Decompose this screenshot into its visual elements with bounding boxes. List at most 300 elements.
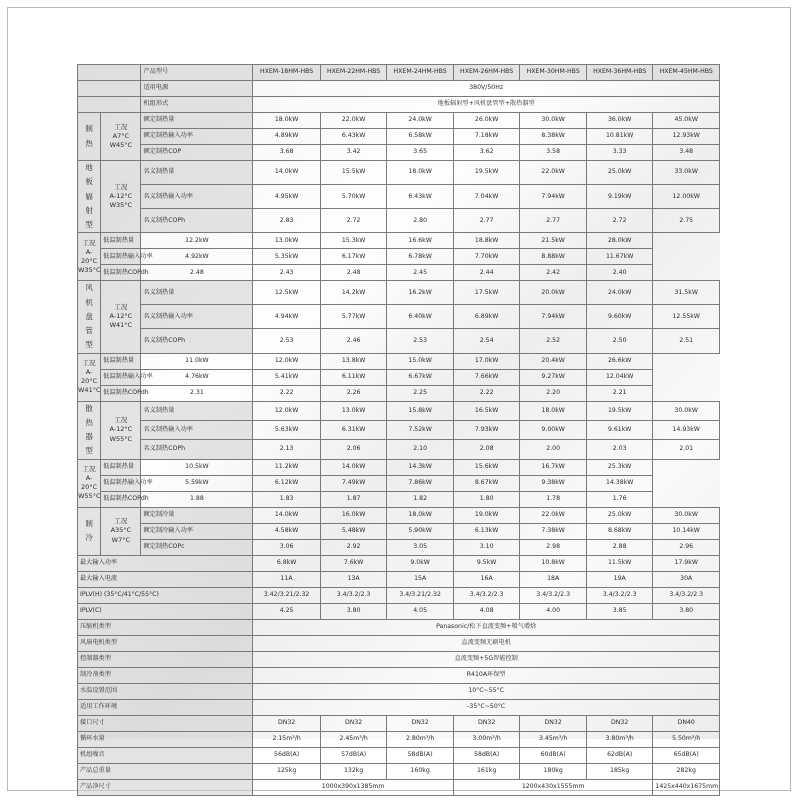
value-cell: 3.68	[253, 145, 321, 161]
value-cell: 56dB(A)	[253, 747, 321, 763]
value-cell: 25.0kW	[586, 161, 653, 185]
value-cell: 3.4/3.2/2.3	[586, 587, 653, 603]
value-cell: 10.81kW	[586, 129, 653, 145]
row-label: 名义制热COPh	[141, 209, 253, 233]
condition-label: 工况 A-12°C W35°C	[101, 161, 141, 233]
value-cell: 2.46	[320, 329, 387, 353]
value-cell: 10.8kW	[520, 555, 587, 571]
value-cell: 5.48kW	[320, 523, 387, 539]
value-cell: 13.8kW	[320, 353, 387, 369]
table-row	[78, 587, 720, 603]
spec-table	[77, 64, 720, 796]
value-cell: 2.50	[586, 329, 653, 353]
value-cell: 6.67kW	[387, 369, 454, 385]
value-cell: 2.10	[387, 440, 454, 459]
value-cell: 6.17kW	[320, 249, 387, 265]
merged-value: R410A环保型	[253, 667, 720, 683]
value-cell: 12.5kW	[253, 281, 321, 305]
value-cell: 10.5kW	[141, 459, 253, 475]
value-cell: 19A	[586, 571, 653, 587]
value-cell: 6.43kW	[320, 129, 387, 145]
value-cell: 4.92kW	[141, 249, 253, 265]
value-cell: 15.8kW	[387, 401, 454, 420]
table-row	[78, 555, 720, 571]
row-label: 额定制热COPc	[141, 539, 253, 555]
value-cell: 22.0kW	[320, 113, 387, 129]
table-row	[78, 651, 720, 667]
value-cell: 3.80	[320, 603, 387, 619]
value-cell: 3.80	[653, 603, 720, 619]
value-cell: 6.11kW	[320, 369, 387, 385]
table-row	[78, 507, 720, 523]
section-tail	[78, 715, 720, 779]
row-label: 循环水量	[78, 731, 253, 747]
value-cell: 14.93kW	[653, 420, 720, 439]
header-row-power	[78, 81, 720, 97]
merged-value: 直流变频无刷电机	[253, 635, 720, 651]
table-row	[78, 329, 720, 353]
section-spans	[78, 619, 720, 715]
value-cell: 16.7kW	[520, 459, 587, 475]
header-blank	[78, 81, 141, 97]
value-cell: 282kg	[653, 763, 720, 779]
value-cell: 14.38kW	[586, 475, 653, 491]
value-cell: 14.2kW	[320, 281, 387, 305]
value-cell: 18.8kW	[453, 233, 520, 249]
value-cell: 58dB(A)	[387, 747, 454, 763]
row-label: 名义制热输入功率	[141, 185, 253, 209]
row-label: 控制器类型	[78, 651, 253, 667]
value-cell: 2.54	[453, 329, 520, 353]
value-cell: 2.08	[453, 440, 520, 459]
row-label: 机组噪音	[78, 747, 253, 763]
value-cell: 2.40	[586, 265, 653, 281]
value-cell: 16.2kW	[387, 281, 454, 305]
value-cell: 12.0kW	[253, 401, 321, 420]
value-cell: 4.00	[520, 603, 587, 619]
value-cell: 1.82	[387, 491, 454, 507]
value-cell: 5.70kW	[320, 185, 387, 209]
section-fancoil-b	[78, 353, 720, 401]
form-value: 地板辐射型+风机盘管型+散热器型	[253, 97, 720, 113]
value-cell: 14.0kW	[320, 459, 387, 475]
dims-value: 1200x430x1555mm	[453, 779, 653, 795]
value-cell: 22.0kW	[520, 507, 587, 523]
row-label: 低温制热COPdh	[101, 265, 141, 281]
value-cell: 25.3kW	[586, 459, 653, 475]
row-label: 产品总重量	[78, 763, 253, 779]
merged-value: -35°C~50°C	[253, 699, 720, 715]
value-cell: 5.41kW	[253, 369, 321, 385]
value-cell: 2.72	[586, 209, 653, 233]
value-cell: 2.98	[520, 539, 587, 555]
row-label: 低温制热量	[101, 353, 141, 369]
table-row	[78, 385, 720, 401]
value-cell: 2.20	[520, 385, 587, 401]
table-row	[78, 209, 720, 233]
table-row	[78, 440, 720, 459]
value-cell: 12.0kW	[253, 353, 321, 369]
value-cell: DN32	[320, 715, 387, 731]
value-cell: 36.0kW	[586, 113, 653, 129]
value-cell: 7.6kW	[320, 555, 387, 571]
row-label: 名义制热量	[141, 281, 253, 305]
value-cell: 12.00kW	[653, 185, 720, 209]
table-row	[78, 281, 720, 305]
value-cell: 14.0kW	[253, 507, 321, 523]
value-cell: 3.62	[453, 145, 520, 161]
value-cell: 2.03	[586, 440, 653, 459]
value-cell: 9.5kW	[453, 555, 520, 571]
value-cell: 5.50m³/h	[653, 731, 720, 747]
table-row	[78, 683, 720, 699]
value-cell: 3.10	[453, 539, 520, 555]
table-row	[78, 353, 720, 369]
value-cell: 2.77	[520, 209, 587, 233]
value-cell: 2.77	[453, 209, 520, 233]
value-cell: 62dB(A)	[586, 747, 653, 763]
value-cell: 2.75	[653, 209, 720, 233]
value-cell: 9.19kW	[586, 185, 653, 209]
value-cell: 15.5kW	[320, 161, 387, 185]
header-row-models	[78, 65, 720, 81]
section-heating	[78, 113, 720, 161]
value-cell: 180kg	[520, 763, 587, 779]
value-cell: 30.0kW	[520, 113, 587, 129]
value-cell: 2.45m³/h	[320, 731, 387, 747]
section-radiator-b	[78, 459, 720, 507]
table-row	[78, 420, 720, 439]
row-label: 压缩机类型	[78, 619, 253, 635]
value-cell: 57dB(A)	[320, 747, 387, 763]
section-floor-a	[78, 161, 720, 233]
table-row	[78, 161, 720, 185]
dims-row	[78, 779, 720, 795]
table-row	[78, 401, 720, 420]
value-cell: 132kg	[320, 763, 387, 779]
value-cell: 2.48	[141, 265, 253, 281]
value-cell: 3.48	[653, 145, 720, 161]
value-cell: DN32	[387, 715, 454, 731]
value-cell: 2.80	[387, 209, 454, 233]
power-label: 适用电源	[141, 81, 253, 97]
table-row	[78, 129, 720, 145]
row-label: 额定制热输入功率	[141, 129, 253, 145]
value-cell: 2.15m³/h	[253, 731, 321, 747]
merged-value: 10°C~55°C	[253, 683, 720, 699]
value-cell: 6.31kW	[320, 420, 387, 439]
row-label: 名义制热COPh	[141, 440, 253, 459]
value-cell: 2.42	[520, 265, 587, 281]
value-cell: 4.25	[253, 603, 321, 619]
condition-label: 工况 A-12°C W55°C	[101, 401, 141, 459]
value-cell: 8.68kW	[586, 523, 653, 539]
value-cell: 2.22	[453, 385, 520, 401]
value-cell: 15A	[387, 571, 454, 587]
value-cell: 60dB(A)	[520, 747, 587, 763]
dims-label: 产品净尺寸	[78, 779, 253, 795]
header-row-form	[78, 97, 720, 113]
value-cell: 11A	[253, 571, 321, 587]
table-row	[78, 145, 720, 161]
model-name: HXEM-36HM-HBS	[586, 65, 653, 81]
value-cell: 3.06	[253, 539, 321, 555]
value-cell: 1.87	[320, 491, 387, 507]
table-row	[78, 305, 720, 329]
value-cell: 12.04kW	[586, 369, 653, 385]
value-cell: 14.3kW	[387, 459, 454, 475]
row-label: 额定制冷量	[141, 507, 253, 523]
value-cell: 8.88kW	[520, 249, 587, 265]
value-cell: 11.0kW	[141, 353, 253, 369]
value-cell: 2.21	[586, 385, 653, 401]
value-cell: 2.22	[253, 385, 321, 401]
value-cell: 12.2kW	[141, 233, 253, 249]
row-label: 接口尺寸	[78, 715, 253, 731]
value-cell: 19.5kW	[453, 161, 520, 185]
value-cell: 26.6kW	[586, 353, 653, 369]
value-cell: 2.00	[520, 440, 587, 459]
value-cell: 7.94kW	[520, 305, 587, 329]
row-label: 低温制热COPdh	[101, 385, 141, 401]
value-cell: 7.70kW	[453, 249, 520, 265]
table-row	[78, 635, 720, 651]
value-cell: 14.0kW	[253, 161, 321, 185]
value-cell: 2.01	[653, 440, 720, 459]
row-label: 额定制热COP	[141, 145, 253, 161]
value-cell: 13.0kW	[253, 233, 321, 249]
value-cell: 9.00kW	[520, 420, 587, 439]
value-cell: 7.66kW	[453, 369, 520, 385]
row-label: 低温制热COPdh	[101, 491, 141, 507]
table-row	[78, 491, 720, 507]
row-label: 额定制热量	[141, 113, 253, 129]
value-cell: 2.31	[141, 385, 253, 401]
dims-value: 1000x390x1385mm	[253, 779, 454, 795]
value-cell: DN40	[653, 715, 720, 731]
value-cell: 17.9kW	[653, 555, 720, 571]
value-cell: 9.0kW	[387, 555, 454, 571]
value-cell: 2.88	[586, 539, 653, 555]
value-cell: 1.88	[141, 491, 253, 507]
value-cell: 22.0kW	[520, 161, 587, 185]
value-cell: 7.04kW	[453, 185, 520, 209]
value-cell: 3.65	[387, 145, 454, 161]
merged-value: Panasonic/松下直流变频+喷气增焓	[253, 619, 720, 635]
value-cell: 7.86kW	[387, 475, 454, 491]
table-row	[78, 459, 720, 475]
merged-value: 直流变频+5G智能控制	[253, 651, 720, 667]
value-cell: 17.5kW	[453, 281, 520, 305]
value-cell: 9.27kW	[520, 369, 587, 385]
value-cell: 5.90kW	[387, 523, 454, 539]
value-cell: 15.0kW	[387, 353, 454, 369]
header-blank	[78, 97, 141, 113]
table-row	[78, 667, 720, 683]
form-label: 机组形式	[141, 97, 253, 113]
value-cell: 2.13	[253, 440, 321, 459]
row-label: IPLV(C)	[78, 603, 253, 619]
value-cell: 3.45m³/h	[520, 731, 587, 747]
condition-label: 工况 A-20°C W55°C	[78, 459, 101, 507]
table-row	[78, 603, 720, 619]
power-value: 380V/50Hz	[253, 81, 720, 97]
value-cell: 6.13kW	[453, 523, 520, 539]
value-cell: 3.05	[387, 539, 454, 555]
value-cell: 9.61kW	[586, 420, 653, 439]
value-cell: 12.55kW	[653, 305, 720, 329]
value-cell: 30.0kW	[653, 507, 720, 523]
value-cell: 16A	[453, 571, 520, 587]
value-cell: 6.43kW	[387, 185, 454, 209]
value-cell: 6.89kW	[453, 305, 520, 329]
value-cell: 2.43	[253, 265, 321, 281]
value-cell: 2.44	[453, 265, 520, 281]
condition-label: 工况 A35°C W7°C	[101, 507, 141, 555]
value-cell: 11.2kW	[253, 459, 321, 475]
value-cell: 161kg	[453, 763, 520, 779]
value-cell: 7.93kW	[453, 420, 520, 439]
value-cell: 18.0kW	[387, 161, 454, 185]
value-cell: 19.5kW	[586, 401, 653, 420]
row-label: 额定制冷输入功率	[141, 523, 253, 539]
value-cell: 4.94kW	[253, 305, 321, 329]
value-cell: 3.4/3.21/2.32	[387, 587, 454, 603]
value-cell: 2.80m³/h	[387, 731, 454, 747]
value-cell: 4.05	[387, 603, 454, 619]
value-cell: 45.0kW	[653, 113, 720, 129]
value-cell: 4.95kW	[253, 185, 321, 209]
value-cell: 58dB(A)	[453, 747, 520, 763]
table-row	[78, 539, 720, 555]
row-label: 风扇电机类型	[78, 635, 253, 651]
value-cell: 6.12kW	[253, 475, 321, 491]
table-row	[78, 475, 720, 491]
value-cell: 7.52kW	[387, 420, 454, 439]
value-cell: 3.85	[586, 603, 653, 619]
row-label: 制冷剂类型	[78, 667, 253, 683]
value-cell: 6.8kW	[253, 555, 321, 571]
table-row	[78, 571, 720, 587]
value-cell: 160kg	[387, 763, 454, 779]
value-cell: 2.92	[320, 539, 387, 555]
table-row	[78, 699, 720, 715]
value-cell: 20.0kW	[520, 281, 587, 305]
row-label: 低温制热输入功率	[101, 249, 141, 265]
dims-value: 1425x440x1675mm	[653, 779, 720, 795]
value-cell: 2.48	[320, 265, 387, 281]
value-cell: 2.53	[387, 329, 454, 353]
value-cell: 26.0kW	[453, 113, 520, 129]
value-cell: 3.58	[520, 145, 587, 161]
value-cell: 7.18kW	[453, 129, 520, 145]
value-cell: 2.72	[320, 209, 387, 233]
section-misc	[78, 555, 720, 619]
value-cell: 3.4/3.2/2.3	[453, 587, 520, 603]
value-cell: 16.6kW	[387, 233, 454, 249]
value-cell: 28.0kW	[586, 233, 653, 249]
table-row	[78, 233, 720, 249]
value-cell: 3.33	[586, 145, 653, 161]
value-cell: 6.58kW	[387, 129, 454, 145]
value-cell: 2.06	[320, 440, 387, 459]
table-row	[78, 113, 720, 129]
group-label: 制 热	[78, 113, 101, 161]
value-cell: 3.42/3.21/2.32	[253, 587, 321, 603]
table-row	[78, 763, 720, 779]
value-cell: 8.38kW	[520, 129, 587, 145]
model-name: HXEM-22HM-HBS	[320, 65, 387, 81]
value-cell: 4.89kW	[253, 129, 321, 145]
condition-label: 工况 A-20°C W41°C	[78, 353, 101, 401]
value-cell: 3.42	[320, 145, 387, 161]
table-row	[78, 619, 720, 635]
value-cell: 2.53	[253, 329, 321, 353]
value-cell: 9.38kW	[520, 475, 587, 491]
value-cell: 12.93kW	[653, 129, 720, 145]
group-label: 制 冷	[78, 507, 101, 555]
model-label: 产品型号	[141, 65, 253, 81]
value-cell: 65dB(A)	[653, 747, 720, 763]
value-cell: 1.78	[520, 491, 587, 507]
group-label: 风 机 盘 管 型	[78, 281, 101, 353]
section-cooling	[78, 507, 720, 555]
value-cell: DN32	[453, 715, 520, 731]
value-cell: 11.5kW	[586, 555, 653, 571]
table-row	[78, 249, 720, 265]
value-cell: 2.45	[387, 265, 454, 281]
table-row	[78, 715, 720, 731]
value-cell: 3.4/3.2/2.3	[520, 587, 587, 603]
value-cell: 30A	[653, 571, 720, 587]
value-cell: 30.0kW	[653, 401, 720, 420]
value-cell: 13.0kW	[320, 401, 387, 420]
model-name: HXEM-24HM-HBS	[387, 65, 454, 81]
table-row	[78, 731, 720, 747]
row-label: 适用工作环境	[78, 699, 253, 715]
value-cell: 7.38kW	[520, 523, 587, 539]
value-cell: 7.94kW	[520, 185, 587, 209]
table-row	[78, 265, 720, 281]
value-cell: 6.40kW	[387, 305, 454, 329]
condition-label: 工况 A-20°C W35°C	[78, 233, 101, 281]
row-label: 名义制热COPh	[141, 329, 253, 353]
value-cell: 2.25	[387, 385, 454, 401]
model-name: HXEM-45HM-HBS	[653, 65, 720, 81]
value-cell: 5.77kW	[320, 305, 387, 329]
group-label: 散 热 器 型	[78, 401, 101, 459]
row-label: 低温制热输入功率	[101, 369, 141, 385]
value-cell: 18.0kW	[387, 507, 454, 523]
value-cell: 7.49kW	[320, 475, 387, 491]
value-cell: 33.0kW	[653, 161, 720, 185]
section-fancoil-a	[78, 281, 720, 353]
value-cell: 1.80	[453, 491, 520, 507]
value-cell: 3.4/3.2/2.3	[653, 587, 720, 603]
value-cell: 18.0kW	[520, 401, 587, 420]
value-cell: 31.5kW	[653, 281, 720, 305]
value-cell: DN32	[586, 715, 653, 731]
row-label: IPLV(H) (35°C/41°C/55°C)	[78, 587, 253, 603]
value-cell: 5.35kW	[253, 249, 321, 265]
value-cell: 18.0kW	[253, 113, 321, 129]
condition-label: 工况 A-12°C W41°C	[101, 281, 141, 353]
value-cell: 11.67kW	[586, 249, 653, 265]
value-cell: 24.0kW	[586, 281, 653, 305]
row-label: 名义制热输入功率	[141, 305, 253, 329]
value-cell: 20.4kW	[520, 353, 587, 369]
section-floor-b	[78, 233, 720, 281]
